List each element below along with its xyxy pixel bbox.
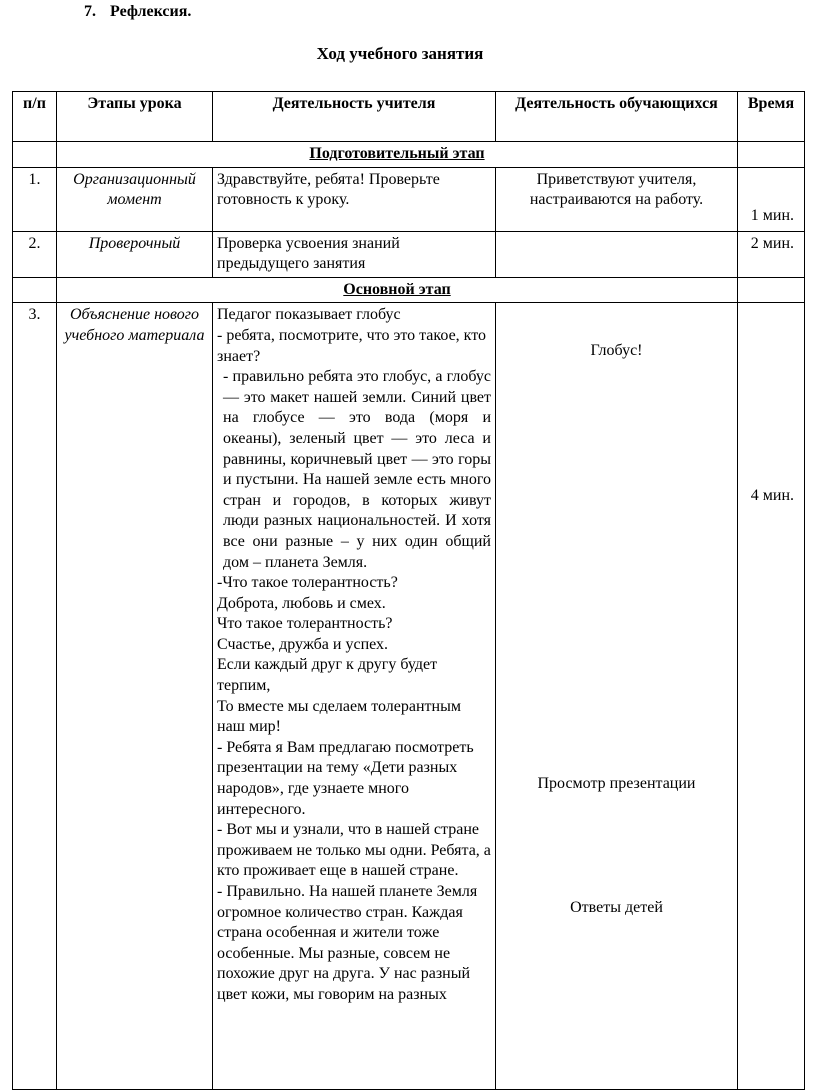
header-time: Время <box>738 92 805 142</box>
section-label-main <box>57 277 738 303</box>
row-stage: Объяснение нового учебного материала <box>57 303 213 1090</box>
table-row <box>13 167 805 231</box>
student-note: Ответы детей <box>570 899 663 917</box>
header-stage: Этапы урока <box>57 92 213 142</box>
table-row <box>13 231 805 277</box>
table-header-row <box>13 92 805 142</box>
section-heading-text: Рефлексия. <box>110 3 192 20</box>
row-teacher <box>213 303 496 1090</box>
section-row-prep <box>13 142 805 168</box>
section-empty-cell <box>738 142 805 168</box>
teacher-line: - Вот мы и узнали, что в нашей стране проживаем не только мы одни. Ребята, а кто проживает еще в нашей стране. <box>217 821 491 880</box>
header-teacher: Деятельность учителя <box>213 92 496 142</box>
section-label-main-text: Основной этап <box>343 280 451 298</box>
teacher-line: То вместе мы сделаем толерантным наш мир! <box>217 697 461 736</box>
page-title: Ход учебного занятия <box>316 44 484 63</box>
teacher-line: - Правильно. На нашей планете Земля огромное количество стран. Каждая страна особенная и жители тоже особенные. Мы разные, совсем не похожие друг на друга. У нас разный цвет кожи, мы говорим на разных <box>217 883 478 1003</box>
section-empty-cell <box>13 277 57 303</box>
section-empty-cell <box>738 277 805 303</box>
teacher-line: - правильно ребята это глобус, а глобус — это макет нашей земли. Синий цвет на глобусе — это вода (моря и океаны), зеленый цвет — это леса и равнины, коричневый цвет — это горы и пустыни. На нашей земле есть много стран и городов, в которых живут люди разных национальностей. И хотя все они разные – у них один общий дом – планета Земля. <box>223 368 491 571</box>
student-note: Просмотр презентации <box>537 775 696 793</box>
teacher-line: Доброта, любовь и смех. <box>217 594 386 612</box>
teacher-line: Счастье, дружба и успех. <box>217 635 389 653</box>
row-num: 1. <box>13 167 57 231</box>
teacher-line: -Что такое толерантность? <box>217 574 398 592</box>
row-teacher: Проверка усвоения знаний предыдущего занятия <box>213 231 496 277</box>
teacher-line: Что такое толерантность? <box>217 615 393 633</box>
row-stage: Проверочный <box>57 231 213 277</box>
row-num: 2. <box>13 231 57 277</box>
section-number: 7. <box>84 3 96 20</box>
row-students: Приветствуют учителя, настраиваются на работу. <box>496 167 738 231</box>
row-time: 1 мин. <box>750 206 794 224</box>
row-students <box>496 231 738 277</box>
section-heading <box>84 3 191 21</box>
row-students <box>496 303 738 1090</box>
teacher-line: - ребята, посмотрите, что это такое, кто знает? <box>217 326 487 365</box>
section-label-prep <box>57 142 738 168</box>
row-stage: Организационный момент <box>57 167 213 231</box>
row-time-cell <box>738 167 805 231</box>
student-note: Глобус! <box>590 342 643 360</box>
teacher-line: Педагог показывает глобус <box>217 306 401 324</box>
row-num: 3. <box>13 303 57 1090</box>
section-empty-cell <box>13 142 57 168</box>
row-time-cell <box>738 303 805 1090</box>
row-time: 2 мин. <box>738 231 805 277</box>
lesson-table <box>12 91 805 1090</box>
row-teacher: Здравствуйте, ребята! Проверьте готовность к уроку. <box>213 167 496 231</box>
row-time: 4 мин. <box>750 487 794 505</box>
section-row-main <box>13 277 805 303</box>
teacher-line: Если каждый друг к другу будет терпим, <box>217 656 438 695</box>
section-label-prep-text: Подготовительный этап <box>309 145 485 162</box>
teacher-line: - Ребята я Вам предлагаю посмотреть презентации на тему «Дети разных народов», где узнаете много интересного. <box>217 738 474 818</box>
header-students: Деятельность обучающихся <box>496 92 738 142</box>
header-num: п/п <box>13 92 57 142</box>
table-row <box>13 303 805 1090</box>
